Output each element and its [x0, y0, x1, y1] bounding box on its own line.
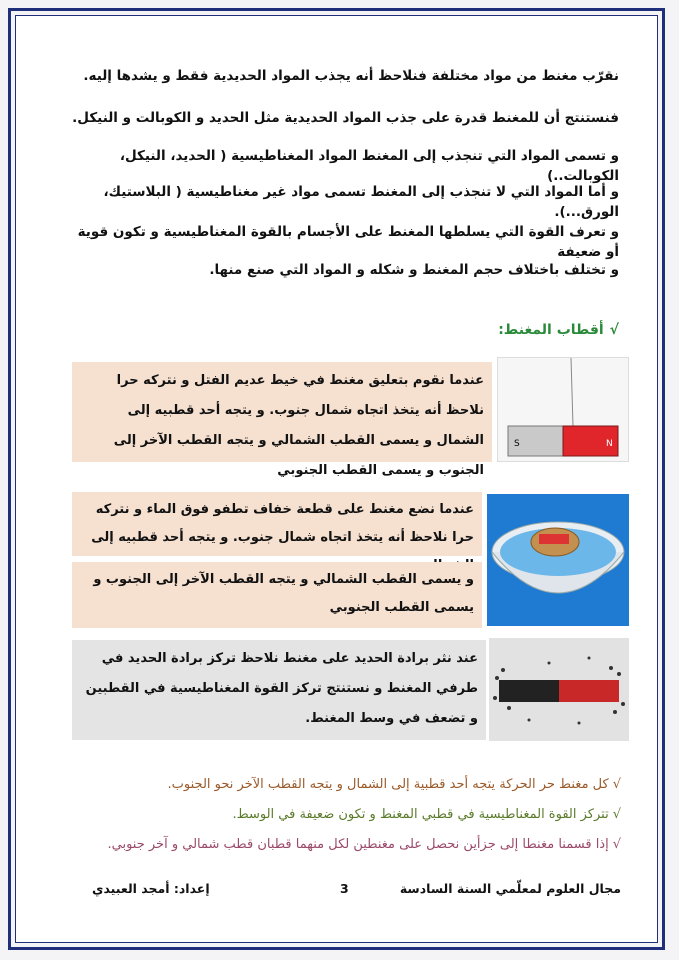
card-2-text-top: عندما نضع مغنط على قطعة خفاف تطفو فوق الماء و نتركه حرا نلاحظ أنه يتخذ اتجاه شمال جنوب. و يتجه أحد قطبيه إلى — [72, 492, 482, 556]
label-s: S — [514, 439, 520, 449]
bullet-1: √كل مغنط حر الحركة يتجه أحد قطبية إلى الشمال و يتجه القطب الآخر نحو الجنوب. — [167, 777, 621, 792]
paragraph-1: نقرّب مغنط من مواد مختلفة فنلاحظ أنه يجذب المواد الحديدية فقط و يشدها إليه. — [83, 68, 619, 84]
card-2-text-bottom: و يسمى القطب الشمالي و يتجه القطب الآخر إلى الجنوب و يسمى القطب الجنوبي — [72, 562, 482, 628]
heading-text: أقطاب المغنط: — [498, 322, 604, 338]
paragraph-2: فنستنتج أن للمغنط قدرة على جذب المواد الحديدية مثل الحديد و الكوبالت و النيكل. — [72, 110, 619, 126]
check-icon: √ — [612, 777, 621, 792]
check-icon: √ — [612, 807, 621, 822]
floating-magnet-image — [487, 494, 629, 626]
paragraph-4: و أما المواد التي لا تنجذب إلى المغنط تسمى مواد غير مغناطيسية ( البلاستيك، الورق...). — [103, 184, 619, 220]
card-3-text: عند نثر برادة الحديد على مغنط نلاحظ تركز برادة الحديد في طرفي المغنط و نستنتج تركز القوة المغناطيسية في القطبين و تضعف في وسط المغنط. — [72, 640, 486, 740]
hanging-magnet-image — [497, 357, 629, 462]
summary-bullets — [40, 770, 621, 860]
section-heading — [498, 322, 619, 338]
label-n: N — [606, 439, 613, 449]
bullet-2: √تتركز القوة المغناطيسية في قطبي المغنط و تكون ضعيفة في الوسط. — [232, 807, 621, 822]
page-number: 3 — [340, 881, 349, 896]
paragraph-5: و تعرف القوة التي يسلطها المغنط على الأجسام بالقوة المغناطيسية و تكون قوية أو ضعيفة — [77, 224, 619, 260]
paragraph-3: و تسمى المواد التي تنجذب إلى المغنط المواد المغناطيسية ( الحديد، النيكل، الكوبالت..) — [119, 148, 619, 184]
footer-author: إعداد: أمجد العبيدي — [92, 881, 210, 896]
bullet-3: √إذا قسمنا مغنطا إلى جزأين نحصل على مغنطين لكل منهما قطبان قطب شمالي و آخر جنوبي. — [107, 837, 621, 852]
paragraph-6: و تختلف باختلاف حجم المغنط و شكله و المواد التي صنع منها. — [209, 262, 619, 278]
card-1-text: عندما نقوم بتعليق مغنط في خيط عديم الفتل و نتركه حرا نلاحظ أنه يتخذ اتجاه شمال جنوب. و يتجه أحد قطبيه إلى الشمال و يسمى القطب الشمالي و يتجه القطب الآخر إلى الجنوب و يسمى القطب الجنوبي — [72, 362, 492, 462]
iron-filings-image — [489, 638, 629, 741]
footer-title: مجال العلوم لمعلّمي السنة السادسة — [399, 881, 621, 896]
check-icon: √ — [612, 837, 621, 852]
check-icon: √ — [609, 322, 619, 338]
